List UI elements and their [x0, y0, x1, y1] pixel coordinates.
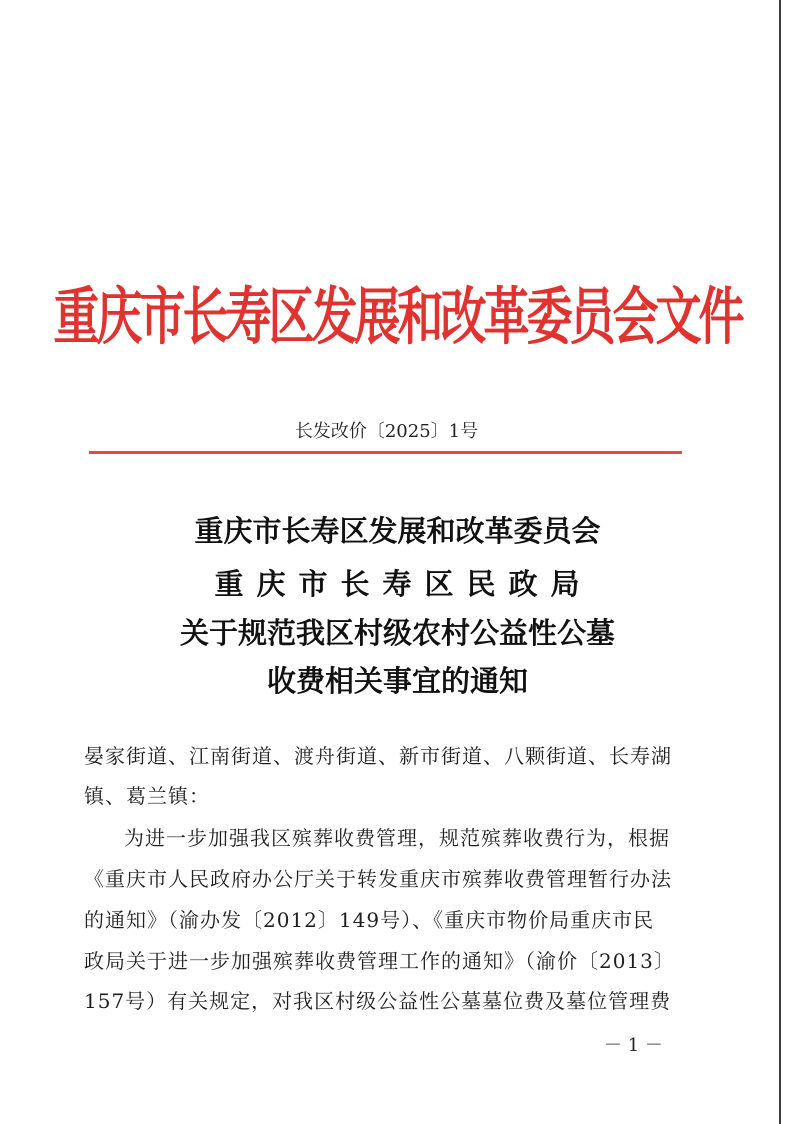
title-line-4: 收费相关事宜的通知	[266, 664, 528, 698]
paragraph-line-5: 157号）有关规定，对我区村级公益性公墓墓位费及墓位管理费	[84, 989, 672, 1013]
addressee-line-2: 镇、葛兰镇：	[84, 784, 210, 808]
paragraph-line-4: 政局关于进一步加强殡葬收费管理工作的通知》（渝价〔2013〕	[84, 949, 675, 973]
paragraph-line-2: 《重庆市人民政府办公厅关于转发重庆市殡葬收费管理暂行办法	[84, 867, 672, 891]
paragraph-line-1: 为进一步加强我区殡葬收费管理，规范殡葬收费行为，根据	[124, 826, 670, 850]
document-number: 长发改价〔2025〕1号	[294, 421, 479, 442]
title-line-3: 关于规范我区村级农村公益性公墓	[179, 616, 615, 650]
page-number: － 1 －	[604, 1035, 663, 1056]
paragraph-line-3: 的通知》（渝办发〔2012〕149号）、《重庆市物价局重庆市民	[84, 908, 655, 932]
red-divider	[89, 451, 682, 454]
title-line-2: 重庆市长寿区民政局	[214, 567, 593, 601]
masthead-title: 重庆市长寿区发展和改革委员会文件	[53, 280, 742, 354]
addressee-line-1: 晏家街道、江南街道、渡舟街道、新市街道、八颗街道、长寿湖	[84, 744, 672, 768]
title-line-1: 重庆市长寿区发展和改革委员会	[194, 514, 601, 548]
